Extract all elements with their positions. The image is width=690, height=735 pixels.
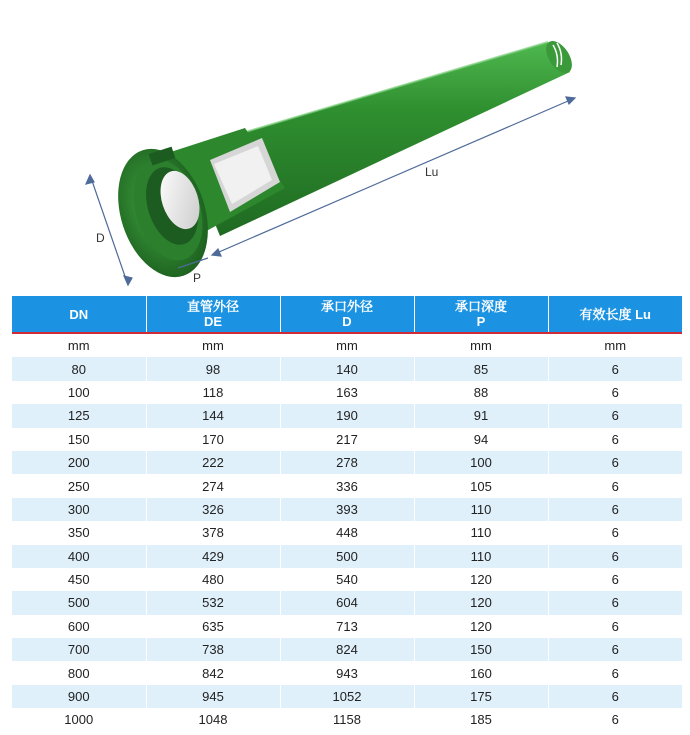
table-cell: 400 [12, 545, 146, 568]
table-cell: 120 [414, 615, 548, 638]
table-cell: 140 [280, 357, 414, 380]
table-row [12, 708, 682, 731]
table-row [12, 451, 682, 474]
table-row [12, 685, 682, 708]
table-cell: 110 [414, 498, 548, 521]
table-row [12, 428, 682, 451]
table-cell: 125 [12, 404, 146, 427]
table-cell: 6 [548, 545, 682, 568]
header-d [280, 296, 414, 333]
table-cell: 6 [548, 591, 682, 614]
dimension-label-lu: Lu [425, 165, 439, 179]
table-cell: 80 [12, 357, 146, 380]
table-cell: 6 [548, 638, 682, 661]
table-cell: 120 [414, 568, 548, 591]
table-row [12, 591, 682, 614]
table-cell: 6 [548, 568, 682, 591]
table-cell: 274 [146, 474, 280, 497]
table-cell: 450 [12, 568, 146, 591]
table-cell: 800 [12, 661, 146, 684]
table-cell: 480 [146, 568, 280, 591]
table-cell: 6 [548, 381, 682, 404]
table-cell: 100 [414, 451, 548, 474]
header-lu-label: 有效长度 Lu [579, 306, 651, 322]
table-row [12, 404, 682, 427]
table-cell: 326 [146, 498, 280, 521]
unit-cell: mm [146, 333, 280, 357]
table-cell: 100 [12, 381, 146, 404]
table-row [12, 498, 682, 521]
table-cell: 91 [414, 404, 548, 427]
table-cell: 250 [12, 474, 146, 497]
table-cell: 6 [548, 428, 682, 451]
table-cell: 842 [146, 661, 280, 684]
table-cell: 500 [280, 545, 414, 568]
table-cell: 110 [414, 521, 548, 544]
table-cell: 635 [146, 615, 280, 638]
unit-cell: mm [548, 333, 682, 357]
table-cell: 217 [280, 428, 414, 451]
table-cell: 185 [414, 708, 548, 731]
table-cell: 378 [146, 521, 280, 544]
table-cell: 163 [280, 381, 414, 404]
table-cell: 6 [548, 451, 682, 474]
table-cell: 1052 [280, 685, 414, 708]
table-cell: 448 [280, 521, 414, 544]
table-cell: 222 [146, 451, 280, 474]
table-cell: 1158 [280, 708, 414, 731]
table-cell: 144 [146, 404, 280, 427]
table-cell: 94 [414, 428, 548, 451]
table-cell: 6 [548, 474, 682, 497]
header-p-label: 承口深度 [454, 299, 507, 314]
table-cell: 738 [146, 638, 280, 661]
table-header-row [12, 296, 682, 333]
table-cell: 943 [280, 661, 414, 684]
table-cell: 110 [414, 545, 548, 568]
table-cell: 150 [414, 638, 548, 661]
table-cell: 160 [414, 661, 548, 684]
dimension-label-p: P [193, 271, 202, 285]
table-cell: 540 [280, 568, 414, 591]
table-cell: 393 [280, 498, 414, 521]
table-cell: 170 [146, 428, 280, 451]
table-body [12, 333, 682, 732]
table-cell: 88 [414, 381, 548, 404]
dimension-label-d: D [96, 231, 105, 245]
header-de-label: 直管外径 [186, 299, 239, 314]
table-row [12, 521, 682, 544]
table-cell: 945 [146, 685, 280, 708]
table-cell: 190 [280, 404, 414, 427]
table-cell: 6 [548, 615, 682, 638]
table-cell: 604 [280, 591, 414, 614]
table-cell: 105 [414, 474, 548, 497]
table-cell: 429 [146, 545, 280, 568]
table-cell: 6 [548, 521, 682, 544]
table-cell: 336 [280, 474, 414, 497]
unit-cell: mm [414, 333, 548, 357]
table-cell: 600 [12, 615, 146, 638]
table-cell: 278 [280, 451, 414, 474]
table-row [12, 661, 682, 684]
table-row [12, 568, 682, 591]
table-cell: 6 [548, 404, 682, 427]
table-cell: 824 [280, 638, 414, 661]
unit-cell: mm [280, 333, 414, 357]
table-cell: 200 [12, 451, 146, 474]
table-cell: 1048 [146, 708, 280, 731]
table-cell: 120 [414, 591, 548, 614]
header-d-label: 承口外径 [320, 299, 373, 314]
table-cell: 85 [414, 357, 548, 380]
table-row [12, 615, 682, 638]
header-lu [548, 296, 682, 333]
header-d-symbol: D [342, 314, 352, 329]
pipe-illustration [0, 0, 690, 295]
table-cell: 6 [548, 708, 682, 731]
table-cell: 6 [548, 498, 682, 521]
table-row [12, 474, 682, 497]
table-cell: 700 [12, 638, 146, 661]
header-de [146, 296, 280, 333]
header-p [414, 296, 548, 333]
table-cell: 6 [548, 685, 682, 708]
header-p-symbol: P [476, 314, 486, 329]
table-row [12, 545, 682, 568]
table-row [12, 357, 682, 380]
table-cell: 6 [548, 357, 682, 380]
table-cell: 150 [12, 428, 146, 451]
table-cell: 900 [12, 685, 146, 708]
header-de-symbol: DE [203, 314, 223, 329]
table-cell: 175 [414, 685, 548, 708]
table-cell: 532 [146, 591, 280, 614]
table-cell: 98 [146, 357, 280, 380]
table-cell: 6 [548, 661, 682, 684]
table-cell: 1000 [12, 708, 146, 731]
unit-cell: mm [12, 333, 146, 357]
table-cell: 500 [12, 591, 146, 614]
table-cell: 713 [280, 615, 414, 638]
table-cell: 350 [12, 521, 146, 544]
header-dn [12, 296, 146, 333]
table-cell: 118 [146, 381, 280, 404]
spec-table [12, 296, 682, 732]
table-row [12, 381, 682, 404]
table-row [12, 638, 682, 661]
units-row [12, 333, 682, 357]
table-cell: 300 [12, 498, 146, 521]
header-dn-label: DN [69, 306, 89, 322]
